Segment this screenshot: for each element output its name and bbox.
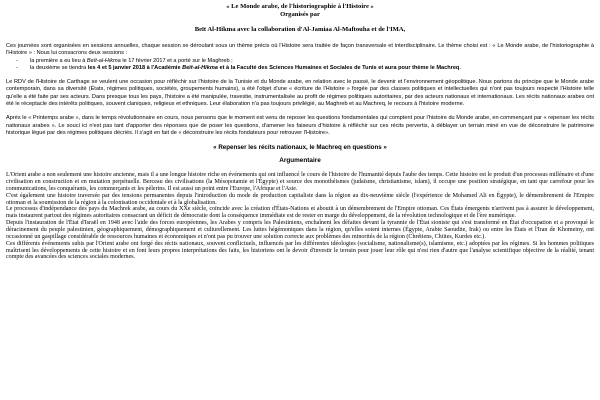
session-item-1 <box>6 58 594 65</box>
session-1-text: la première a eu lieu à <box>30 57 87 64</box>
document-subtitle: Organisés par <box>280 11 320 18</box>
sessions-list <box>6 58 594 73</box>
argumentaire-paragraph-4: Depuis l'instauration de l'État d'Israël en 1948 avec l'aide des forces européennes, les Arabes y compris les Palestiniens, enchaînent les défaites devant la tyrannie de l'État sioniste qui s'est transformé en État d'occupation et a provoqué le déracinement du peuple palestinien, géographiquement, démographiquement et culturellement. Les luttes hégémoniques dans la région, qu'elles soient internes (Égypte, Arabie Saoudite, Irak) ou entre les États et l'Iran de Khomeiny, ont occasionné un gaspillage considérable de ressources humaines et économiques et n'ont pas pu trouver une solution correcte aux problèmes des minorités de la région (Chrétiens, Chiites, Kurdes etc.). <box>6 220 594 240</box>
list-dash: - <box>16 64 18 71</box>
intro-section <box>6 43 594 137</box>
session-item-2 <box>6 65 594 72</box>
session-2-dates: les 4 et 5 janvier 2018 à l'Académie <box>87 64 183 71</box>
printemps-paragraph: Après le « Printemps arabe », dans le temps révolutionnaire en cours, nous pensons que le moment est venu de reposer les questions fondamentales qui comptent pour l'histoire du Monde arabe, en commençant par « repenser les récits nationaux arabes ». Le souci ici n'est pas tant d'apporter des réponses que de poser les questions, d'amener les faiseurs d'histoire à réfléchir sur ces récits pervertis, à déblayer un terrain miné en vue de déconstruire le patrimoine historique légué par des régimes politiques décriés. Il s'agit en fait de « déconstruire les récits fondateurs pour retrouver l'Histoire». <box>6 115 594 136</box>
context-paragraph: Le RDV de l'Histoire de Carthage se veulent une occasion pour réfléchir sur l'histoire de la Tunisie et du Monde arabe, en relation avec le passé, le devenir et l'environnement géopolitique. Nous partons du principe que le Monde arabe contemporain, dans sa diversité (États, régimes politiques, sociétés, groupements humains), a été l'objet d'une « écriture de l'Histoire » forgée par des classes politiques et intellectuelles qui n'ont pas toujours respecté l'Histoire telle qu'elle a été faite par ses acteurs. Dans presque tous les pays, l'histoire a été manipulée, travestie, instrumentalisée au profit de régimes politiques autoritaires, par des acteurs nationaux et internationaux. Les récits nationaux arabes ont été le réceptacle des intérêts politiques, souvent claniques, religieux et ethniques. Leur élaboration n'a pas toujours privilégié, au Maghreb et au Machreq, le recours à l'histoire moderne. <box>6 79 594 108</box>
session-1-text-end: le 17 février 2017 et a porté sur le Maghreb ; <box>120 57 233 64</box>
document-title: « Le Monde arabe, de l'historiographie à l'Histoire » <box>226 3 374 10</box>
argumentaire-paragraph-5: Ces différents événements subis par l'Orient arabe ont forgé des récits nationaux, souvent conflictuels, influencés par les différentes idéologies (socialisme, nationalisme(s), islamisme, etc.) adoptées par les régimes. Si les hommes politiques maîtrisent les développements de cette histoire et en font leurs propres interprétations des faits, les historiens ont le devoir d'investir le terrain pour jouer leur rôle qui n'est rien d'autre que l'analyse scientifique objective de la réalité, tenant compte des avancées des sciences sociales modernes. <box>6 240 594 261</box>
organizers-line: Beït Al-Hikma avec la collaboration d'Al-Jamiaa Al-Maftouha et de l'IMA, <box>194 26 406 33</box>
session-2-end: . <box>459 64 461 71</box>
argumentaire-paragraph-3: Le processus d'indépendance des pays du Machrek arabe, au cours du XXe siècle, coïncide avec la création d'États-Nations et aboutit à un démembrement de l'Empire ottoman. Ces États émergents n'arrivent pas à assurer le développement, mais instaurent partout des régimes autoritaires consacrant un déficit de démocratie dont la conséquence immédiate est de rester en marge du développement, de la révolution technologique et de l'ère numérique. <box>6 206 594 220</box>
session-2-text: la deuxième se tiendra <box>30 64 88 71</box>
section-subheading: Argumentaire <box>279 157 321 165</box>
session-1-venue: Beït-al-Hikma <box>86 57 121 64</box>
section-heading: « Repenser les récits nationaux, le Machreq en questions » <box>213 144 387 152</box>
argumentaire-paragraph-2: C'est également une histoire traversée par des tensions permanentes depuis l'introduction du mode de production capitaliste dans la région au dix-neuvième siècle (l'expérience de Mohamed Ali en Égypte), le démembrement de l'Empire ottoman et la soumission de la région à la colonisation occidentale et à la globalisation. <box>6 192 594 206</box>
list-dash: - <box>16 57 18 64</box>
argumentaire-body <box>6 172 594 261</box>
intro-paragraph: Ces journées sont organisées en sessions annuelles, chaque session se déroulant sous un thème précis où l'Histoire sera traitée de façon transversale et interdisciplinaire. Le thème choisi est : « Le Monde arabe, de l'historiographie à l'Histoire » : Nous lui consacrons deux sessions : <box>6 43 594 57</box>
session-2-venue: Beït-al-Hikma <box>182 64 218 71</box>
argumentaire-paragraph-1: L'Orient arabe a non seulement une histoire ancienne, mais il a une longue histoire riche en événements qui ont influencé le cours de l'histoire de l'humanité depuis l'aube des temps. Cette histoire est le produit d'un processus millénaire et d'une civilisation en construction et en mutation perpétuelle. Berceau des civilisations (la Mésopotamie et l'Égypte) et source des monothéismes (judaïsme, christianisme, islam), il occupe une position stratégique, en tant que carrefour pour les communications, les conquérants, les commerçants et les pèlerins. Il est aussi un point entre l'Europe, l'Afrique et l'Asie. <box>6 172 594 192</box>
session-2-theme: et à la Faculté des Sciences Humaines et Sociales de Tunis et aura pour thème le Machreq <box>217 64 460 71</box>
